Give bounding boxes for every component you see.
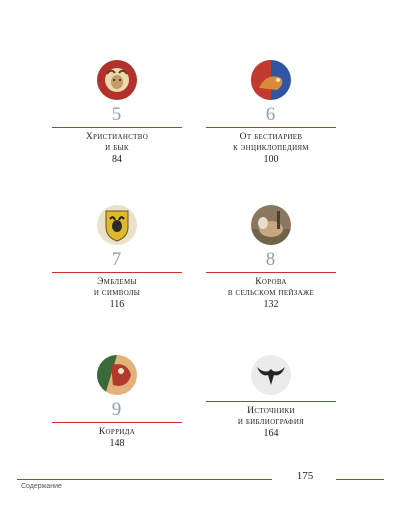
chapter-title-line1: Христианство (85, 132, 149, 142)
chapter-page: 164 (263, 428, 279, 439)
running-head: Содержание (21, 483, 62, 490)
chapter-page: 148 (109, 438, 125, 449)
chapter-number: 5 (111, 104, 123, 125)
divider (52, 422, 182, 423)
toc-entry-6[interactable] (196, 60, 346, 166)
chapter-page: 132 (263, 299, 279, 310)
heraldic-shield-icon (97, 205, 137, 245)
toc-entry-7[interactable] (42, 205, 192, 311)
divider (52, 272, 182, 273)
cow-landscape-icon (251, 205, 291, 245)
chapter-title-line1: Корова (255, 277, 287, 287)
chapter-number: 8 (265, 249, 277, 270)
chapter-number: 7 (111, 249, 123, 270)
chapter-title-line1: Источники (247, 406, 295, 416)
chapter-title-line1: Коррида (98, 427, 136, 437)
chapter-title-line1: От бестиариев (239, 132, 303, 142)
divider (52, 127, 182, 128)
page-number: 175 (296, 470, 314, 482)
bull-medallion-icon (97, 60, 137, 100)
chapter-number: 6 (265, 104, 277, 125)
chapter-page: 84 (112, 154, 122, 165)
bull-horns-sculpture-icon (251, 355, 291, 395)
chapter-title-line2: к энциклопедиям (233, 143, 309, 153)
chapter-number: 9 (111, 399, 123, 420)
divider (206, 127, 336, 128)
chapter-page: 100 (263, 154, 279, 165)
chapter-page: 116 (109, 299, 125, 310)
chapter-title-line2: и символы (93, 288, 141, 298)
divider (206, 401, 336, 402)
chapter-title-line2: и бык (105, 143, 129, 153)
bestiary-miniature-icon (251, 60, 291, 100)
toc-entry-sources[interactable] (196, 355, 346, 440)
bullfight-icon (97, 355, 137, 395)
footer-rule (17, 479, 272, 480)
divider (206, 272, 336, 273)
toc-entry-8[interactable] (196, 205, 346, 311)
toc-entry-9[interactable] (42, 355, 192, 450)
toc-entry-5[interactable] (42, 60, 192, 166)
chapter-title-line1: Эмблемы (97, 277, 137, 287)
chapter-title-line2: и библиография (237, 417, 305, 427)
chapter-title-line2: в сельском пейзаже (227, 288, 315, 298)
footer-rule-right (336, 479, 384, 480)
